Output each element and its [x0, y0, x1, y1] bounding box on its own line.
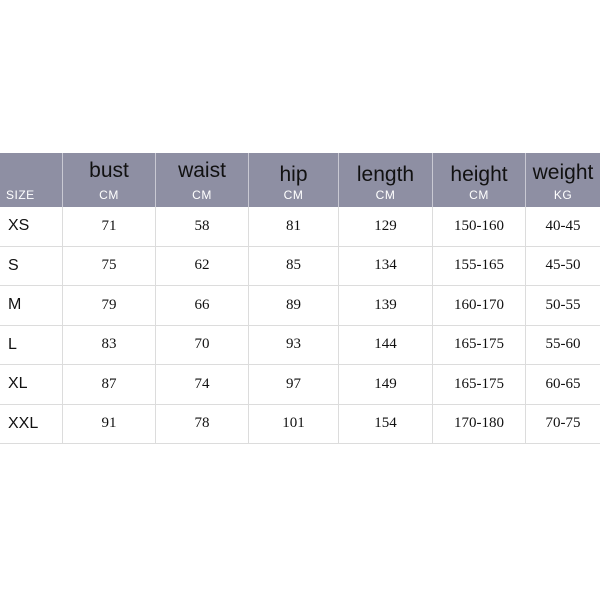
height-cell: 150-160 [433, 207, 526, 246]
table-row [0, 326, 600, 366]
hip-cell: 93 [249, 326, 339, 365]
table-row [0, 286, 600, 326]
waist-cell: 78 [156, 405, 249, 444]
hip-cell: 101 [249, 405, 339, 444]
weight-cell: 55-60 [545, 336, 581, 353]
length-cell: 134 [339, 247, 433, 286]
hip-column-header [249, 153, 339, 207]
bust-cell: 91 [63, 405, 156, 444]
column-unit: KG [553, 188, 573, 202]
size-chart-table [0, 153, 600, 444]
column-unit: CM [375, 188, 396, 202]
size-column-header [0, 153, 63, 207]
column-label: waist [178, 159, 226, 182]
height-cell: 165-175 [433, 365, 526, 404]
size-cell: XXL [0, 405, 63, 444]
length-cell: 139 [339, 286, 433, 325]
waist-cell: 70 [156, 326, 249, 365]
table-row [0, 247, 600, 287]
size-cell: L [0, 326, 63, 365]
column-unit: CM [283, 188, 304, 202]
waist-cell: 66 [156, 286, 249, 325]
length-cell: 144 [339, 326, 433, 365]
column-label: hip [279, 163, 308, 186]
column-unit: CM [469, 188, 489, 202]
hip-cell: 97 [249, 365, 339, 404]
length-cell: 129 [339, 207, 433, 246]
table-row [0, 207, 600, 247]
height-cell: 170-180 [433, 405, 526, 444]
size-cell: M [0, 286, 63, 325]
column-label: weight [532, 161, 594, 184]
hip-cell: 85 [249, 247, 339, 286]
length-cell: 154 [339, 405, 433, 444]
size-cell: S [0, 247, 63, 286]
table-row [0, 365, 600, 405]
weight-column-header [526, 153, 600, 207]
weight-cell: 60-65 [545, 375, 581, 392]
length-cell: 149 [339, 365, 433, 404]
waist-column-header [156, 153, 249, 207]
weight-cell: 70-75 [545, 415, 581, 432]
column-unit: CM [99, 188, 119, 202]
bust-cell: 87 [63, 365, 156, 404]
table-row [0, 405, 600, 445]
height-cell: 155-165 [433, 247, 526, 286]
size-cell: XL [0, 365, 63, 404]
height-column-header [433, 153, 526, 207]
length-column-header [339, 153, 433, 207]
table-header-row [0, 153, 600, 207]
waist-cell: 62 [156, 247, 249, 286]
size-cell: XS [0, 207, 63, 246]
height-cell: 160-170 [433, 286, 526, 325]
weight-cell: 45-50 [545, 257, 581, 274]
waist-cell: 74 [156, 365, 249, 404]
size-header-label: SIZE [6, 188, 35, 202]
bust-column-header [63, 153, 156, 207]
bust-cell: 83 [63, 326, 156, 365]
weight-cell: 40-45 [545, 217, 581, 234]
hip-cell: 81 [249, 207, 339, 246]
column-unit: CM [192, 188, 212, 202]
column-label: length [356, 163, 415, 186]
hip-cell: 89 [249, 286, 339, 325]
bust-cell: 75 [63, 247, 156, 286]
height-cell: 165-175 [433, 326, 526, 365]
column-label: bust [89, 159, 129, 182]
bust-cell: 79 [63, 286, 156, 325]
weight-cell: 50-55 [545, 296, 581, 313]
bust-cell: 71 [63, 207, 156, 246]
column-label: height [450, 163, 508, 186]
waist-cell: 58 [156, 207, 249, 246]
